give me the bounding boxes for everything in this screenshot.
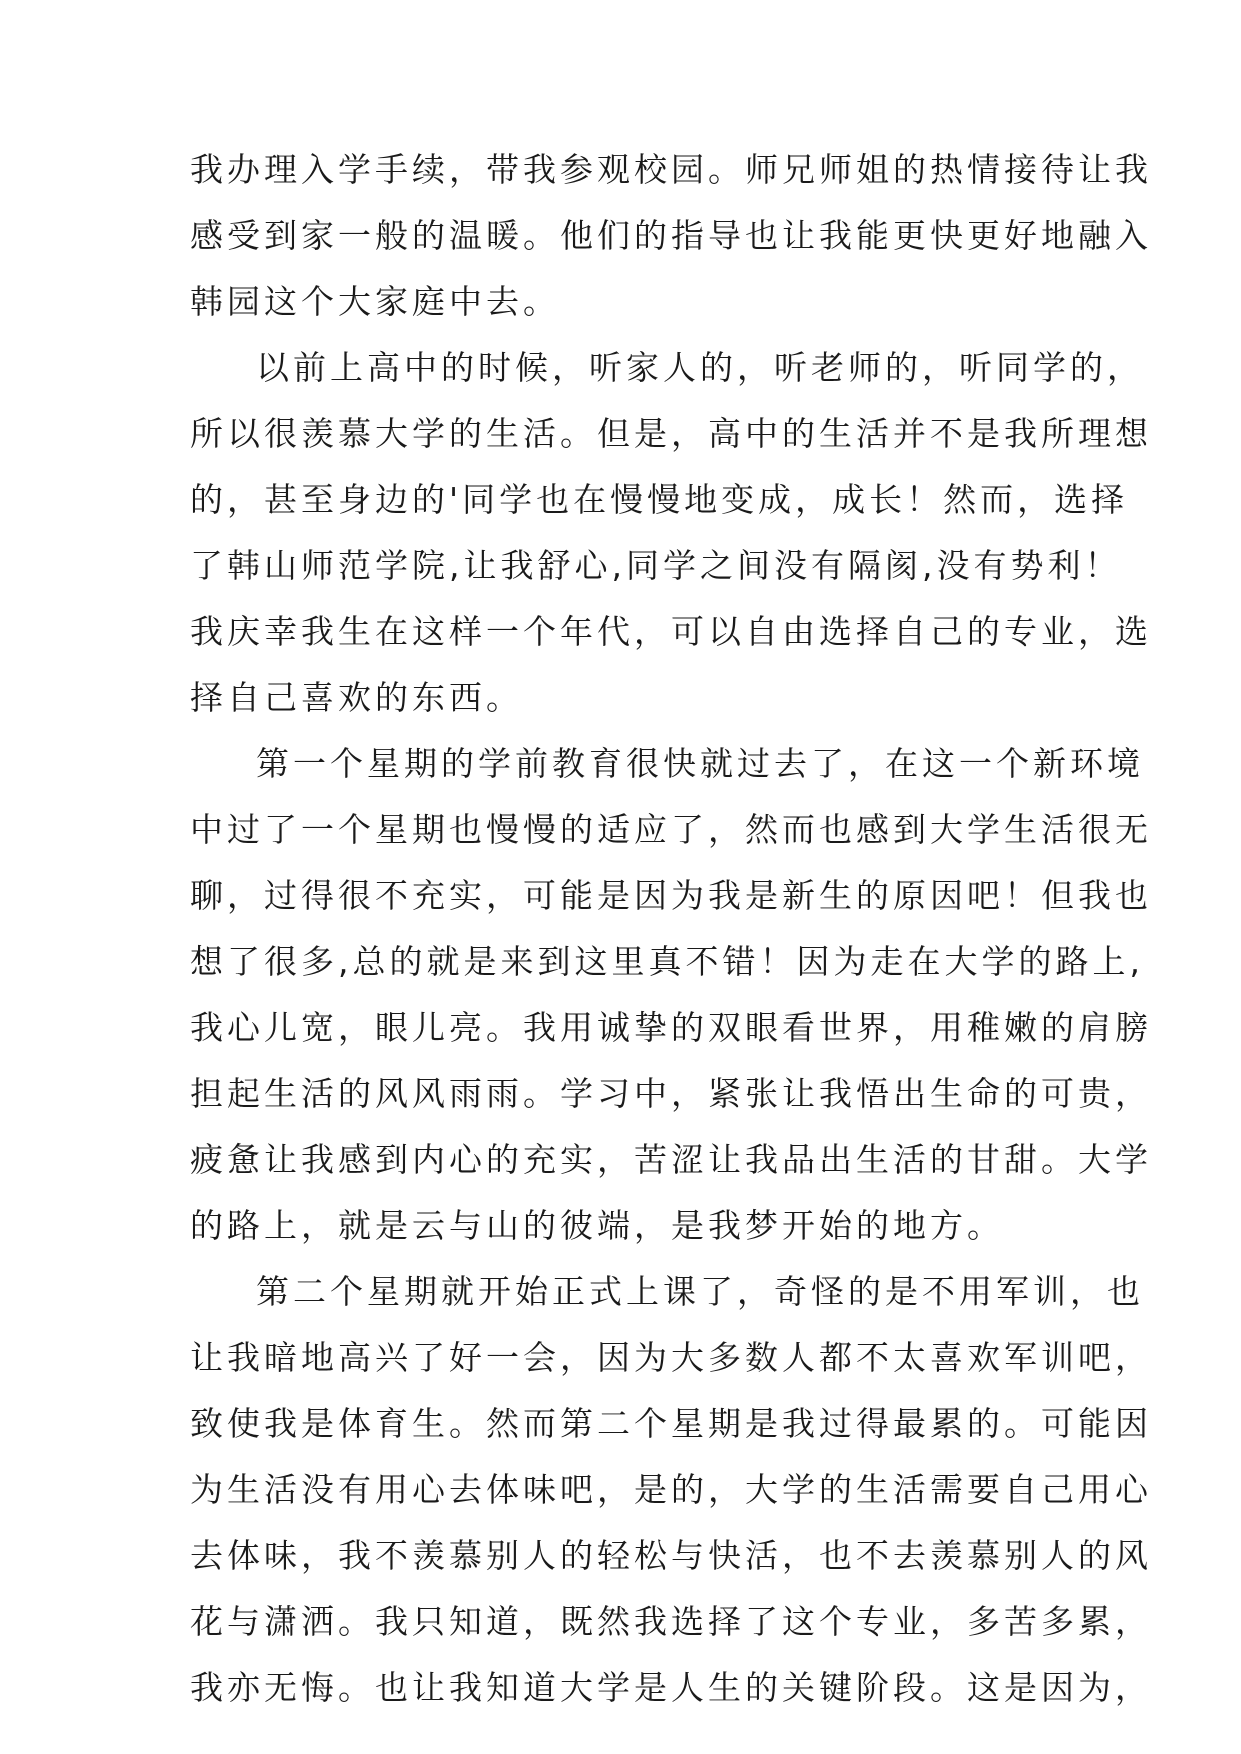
text-line-11: 中过了一个星期也慢慢的适应了，然而也感到大学生活很无 <box>190 810 1152 849</box>
text-line-12: 聊，过得很不充实，可能是因为我是新生的原因吧！但我也 <box>190 876 1152 915</box>
text-line-2: 感受到家一般的温暖。他们的指导也让我能更快更好地融入 <box>190 216 1152 255</box>
text-line-6: 的，甚至身边的'同学也在慢慢地变成，成长！然而，选择 <box>190 480 1129 519</box>
text-line-13: 想了很多,总的就是来到这里真不错！因为走在大学的路上, <box>190 942 1144 981</box>
text-line-7: 了韩山师范学院,让我舒心,同学之间没有隔阂,没有势利！ <box>190 546 1122 585</box>
text-line-3: 韩园这个大家庭中去。 <box>190 282 560 321</box>
text-line-19: 让我暗地高兴了好一会，因为大多数人都不太喜欢军训吧， <box>190 1338 1152 1377</box>
text-line-24: 我亦无悔。也让我知道大学是人生的关键阶段。这是因为， <box>190 1668 1152 1707</box>
text-line-23: 花与潇洒。我只知道，既然我选择了这个专业，多苦多累， <box>190 1602 1152 1641</box>
text-line-18: 第二个星期就开始正式上课了，奇怪的是不用军训，也 <box>256 1272 1144 1311</box>
text-line-14: 我心儿宽，眼儿亮。我用诚挚的双眼看世界，用稚嫩的肩膀 <box>190 1008 1152 1047</box>
text-line-10: 第一个星期的学前教育很快就过去了，在这一个新环境 <box>256 744 1144 783</box>
text-line-22: 去体味，我不羡慕别人的轻松与快活，也不去羡慕别人的风 <box>190 1536 1152 1575</box>
text-line-17: 的路上，就是云与山的彼端，是我梦开始的地方。 <box>190 1206 1004 1245</box>
text-line-21: 为生活没有用心去体味吧，是的，大学的生活需要自己用心 <box>190 1470 1152 1509</box>
text-line-8: 我庆幸我生在这样一个年代，可以自由选择自己的专业，选 <box>190 612 1152 651</box>
text-line-15: 担起生活的风风雨雨。学习中，紧张让我悟出生命的可贵， <box>190 1074 1152 1113</box>
text-line-20: 致使我是体育生。然而第二个星期是我过得最累的。可能因 <box>190 1404 1152 1443</box>
text-line-4: 以前上高中的时候，听家人的，听老师的，听同学的， <box>256 348 1144 387</box>
text-line-16: 疲惫让我感到内心的充实，苦涩让我品出生活的甘甜。大学 <box>190 1140 1152 1179</box>
text-line-9: 择自己喜欢的东西。 <box>190 678 523 717</box>
text-line-1: 我办理入学手续，带我参观校园。师兄师姐的热情接待让我 <box>190 150 1152 189</box>
text-line-5: 所以很羡慕大学的生活。但是，高中的生活并不是我所理想 <box>190 414 1152 453</box>
